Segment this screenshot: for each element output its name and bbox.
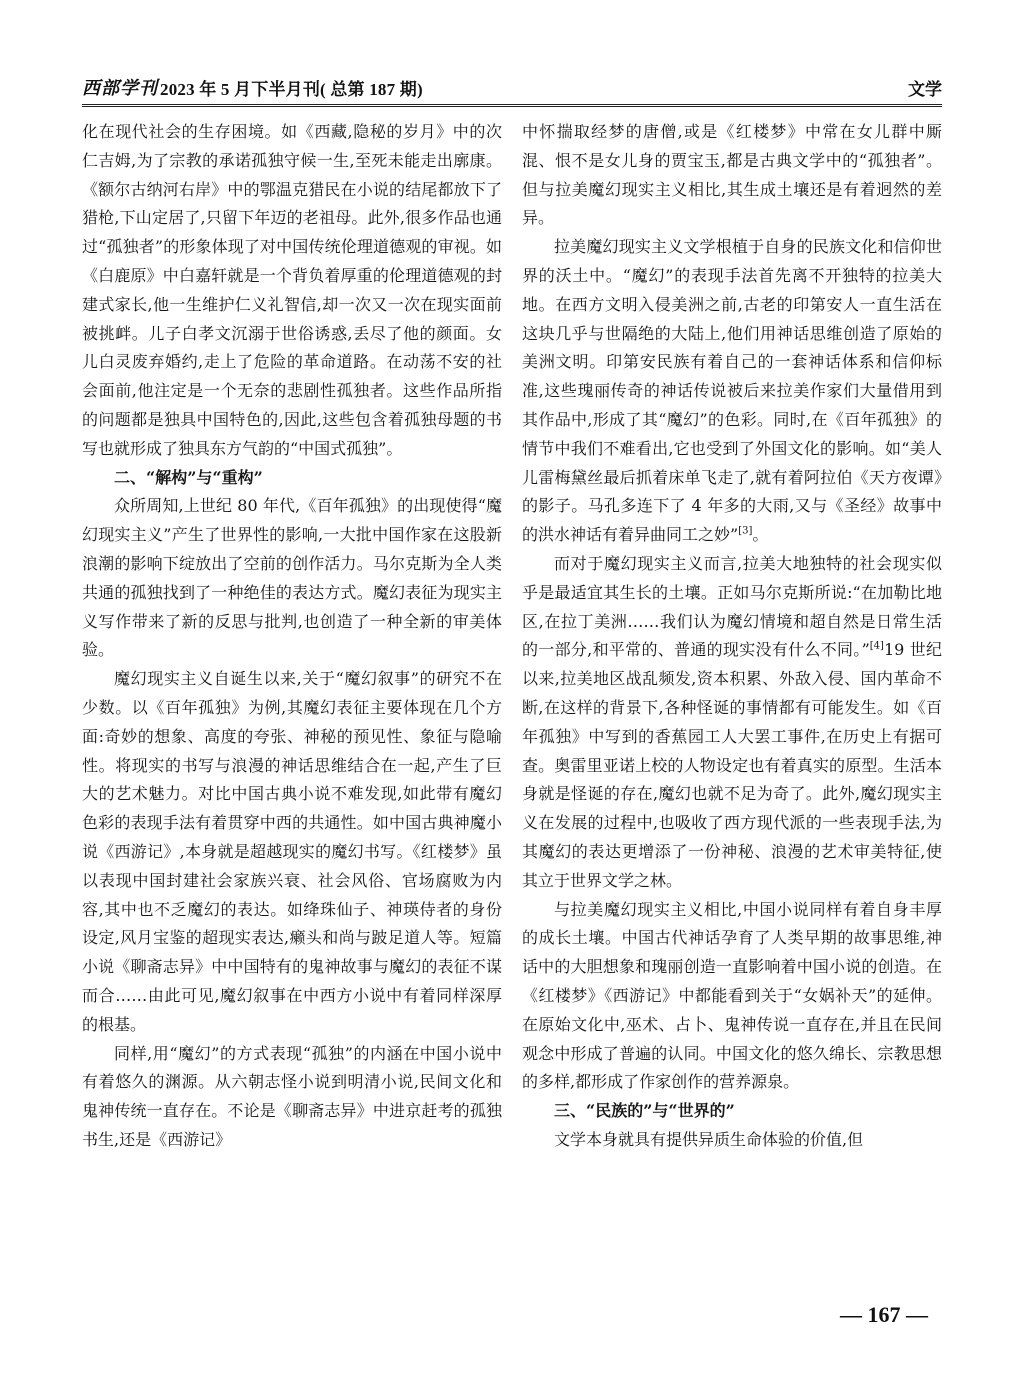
paragraph-text-end: 。: [752, 525, 769, 545]
paragraph: 魔幻现实主义自诞生以来,关于“魔幻叙事”的研究不在少数。以《百年孤独》为例,其魔幻表征主要体现在几个方面:奇妙的想象、高度的夸张、神秘的预见性、象征与隐喻性。将现实的书写与浪漫的神话思维结合在一起,产生了巨大的艺术魅力。对比中国古典小说不难发现,如此带有魔幻色彩的表现手法有着贯穿中西的共通性。如中国古典神魔小说《西游记》,本身就是超越现实的魔幻书写。《红楼梦》虽以表现中国封建社会家族兴衰、社会风俗、官场腐败为内容,其中也不乏魔幻的表达。如绛珠仙子、神瑛侍者的身份设定,风月宝鉴的超现实表达,癞头和尚与跛足道人等。短篇小说《聊斋志异》中中国特有的鬼神故事与魔幻的表征不谋而合……由此可见,魔幻叙事在中西方小说中有着同样深厚的根基。: [82, 669, 502, 1034]
paragraph: 与拉美魔幻现实主义相比,中国小说同样有着自身丰厚的成长土壤。中国古代神话孕育了人类早期的故事思维,神话中的大胆想象和瑰丽创造一直影响着中国小说的创造。在《红楼梦》《西游记》中都能看到关于“女娲补天”的延伸。在原始文化中,巫术、占卜、鬼神传说一直存在,并且在民间观念中形成了普遍的认同。中国文化的悠久绵长、宗教思想的多样,都形成了作家创作的营养源泉。: [522, 899, 942, 1092]
paragraph: [522, 233, 942, 550]
paragraph: 中怀揣取经梦的唐僧,或是《红楼梦》中常在女儿群中厮混、恨不是女儿身的贾宝玉,都是古典文学中的“孤独者”。但与拉美魔幻现实主义相比,其生成土壤还是有着迥然的差异。: [522, 122, 942, 228]
masthead: [82, 74, 423, 100]
running-header: [82, 70, 942, 107]
citation-mark: [3]: [738, 525, 753, 537]
paragraph-text-end: 19 世纪以来,拉美地区战乱频发,资本积累、外敌入侵、国内革命不断,在这样的背景下,各种怪诞的事情都有可能发生。如《百年孤独》中写到的香蕉园工人大罢工事件,在历史上有据可查。奥雷里亚诺上校的人物设定也有着真实的原型。生活本身就是怪诞的存在,魔幻也就不足为奇了。此外,魔幻现实主义在发展的过程中,也吸收了西方现代派的一些表现手法,为其魔幻的表达更增添了一份神秘、浪漫的艺术审美特征,使其立于世界文学之林。: [522, 640, 942, 890]
section-label: 文学: [908, 79, 942, 100]
issue-info: 2023 年 5 月下半月刊( 总第 187 期): [160, 79, 423, 99]
paragraph: 化在现代社会的生存困境。如《西藏,隐秘的岁月》中的次仁吉姆,为了宗教的承诺孤独守候一生,至死未能走出廓康。《额尔古纳河右岸》中的鄂温克猎民在小说的结尾都放下了猎枪,下山定居了,只留下年迈的老祖母。此外,很多作品也通过“孤独者”的形象体现了对中国传统伦理道德观的审视。如《白鹿原》中白嘉轩就是一个背负着厚重的伦理道德观的封建式家长,他一生维护仁义礼智信,却一次又一次在现实面前被挑衅。儿子白孝文沉溺于世俗诱惑,丢尽了他的颜面。女儿白灵废弃婚约,走上了危险的革命道路。在动荡不安的社会面前,他注定是一个无奈的悲剧性孤独者。这些作品所指的问题都是独具中国特色的,因此,这些包含着孤独母题的书写也就形成了独具东方气韵的“中国式孤独”。: [82, 122, 502, 458]
section-heading: 二、“解构”与“重构”: [114, 467, 263, 487]
citation-mark: [4]: [869, 641, 884, 653]
journal-logo: 西部学刊: [82, 78, 158, 99]
page-number: — 167 —: [840, 1302, 928, 1327]
left-column: [82, 118, 502, 1155]
paragraph: 同样,用“魔幻”的方式表现“孤独”的内涵在中国小说中有着悠久的渊源。从六朝志怪小说到明清小说,民间文化和鬼神传统一直存在。不论是《聊斋志异》中进京赶考的孤独书生,还是《西游记》: [82, 1043, 502, 1149]
paragraph: 文学本身就具有提供异质生命体验的价值,但: [554, 1129, 864, 1149]
right-column: [522, 118, 942, 1155]
paragraph-text: 而对于魔幻现实主义而言,拉美大地独特的社会现实似乎是最适宜其生长的土壤。正如马尔克斯所说:“在加勒比地区,在拉丁美洲……我们认为魔幻情境和超自然是日常生活的一部分,和平常的、普通的现实没有什么不同。”: [522, 553, 942, 660]
paragraph-text: 拉美魔幻现实主义文学根植于自身的民族文化和信仰世界的沃土中。“魔幻”的表现手法首先离不开独特的拉美大地。在西方文明入侵美洲之前,古老的印第安人一直生活在这块几乎与世隔绝的大陆上,他们用神话思维创造了原始的美洲文明。印第安民族有着自己的一套神话体系和信仰标准,这些瑰丽传奇的神话传说被后来拉美作家们大量借用到其作品中,形成了其“魔幻”的色彩。同时,在《百年孤独》的情节中我们不难看出,它也受到了外国文化的影响。如“美人儿雷梅黛丝最后抓着床单飞走了,就有着阿拉伯《天方夜谭》的影子。马孔多连下了 4 年多的大雨,又与《圣经》故事中的洪水神话有着异曲同工之妙”: [522, 237, 942, 545]
paragraph: [522, 550, 942, 896]
section-heading: 三、“民族的”与“世界的”: [554, 1101, 735, 1121]
paragraph: 众所周知,上世纪 80 年代,《百年孤独》的出现使得“魔幻现实主义”产生了世界性的影响,一大批中国作家在这股新浪潮的影响下绽放出了空前的创作活力。马尔克斯为全人类共通的孤独找到了一种绝佳的表达方式。魔幻表征为现实主义写作带来了新的反思与批判,也创造了一种全新的审美体验。: [82, 496, 502, 660]
